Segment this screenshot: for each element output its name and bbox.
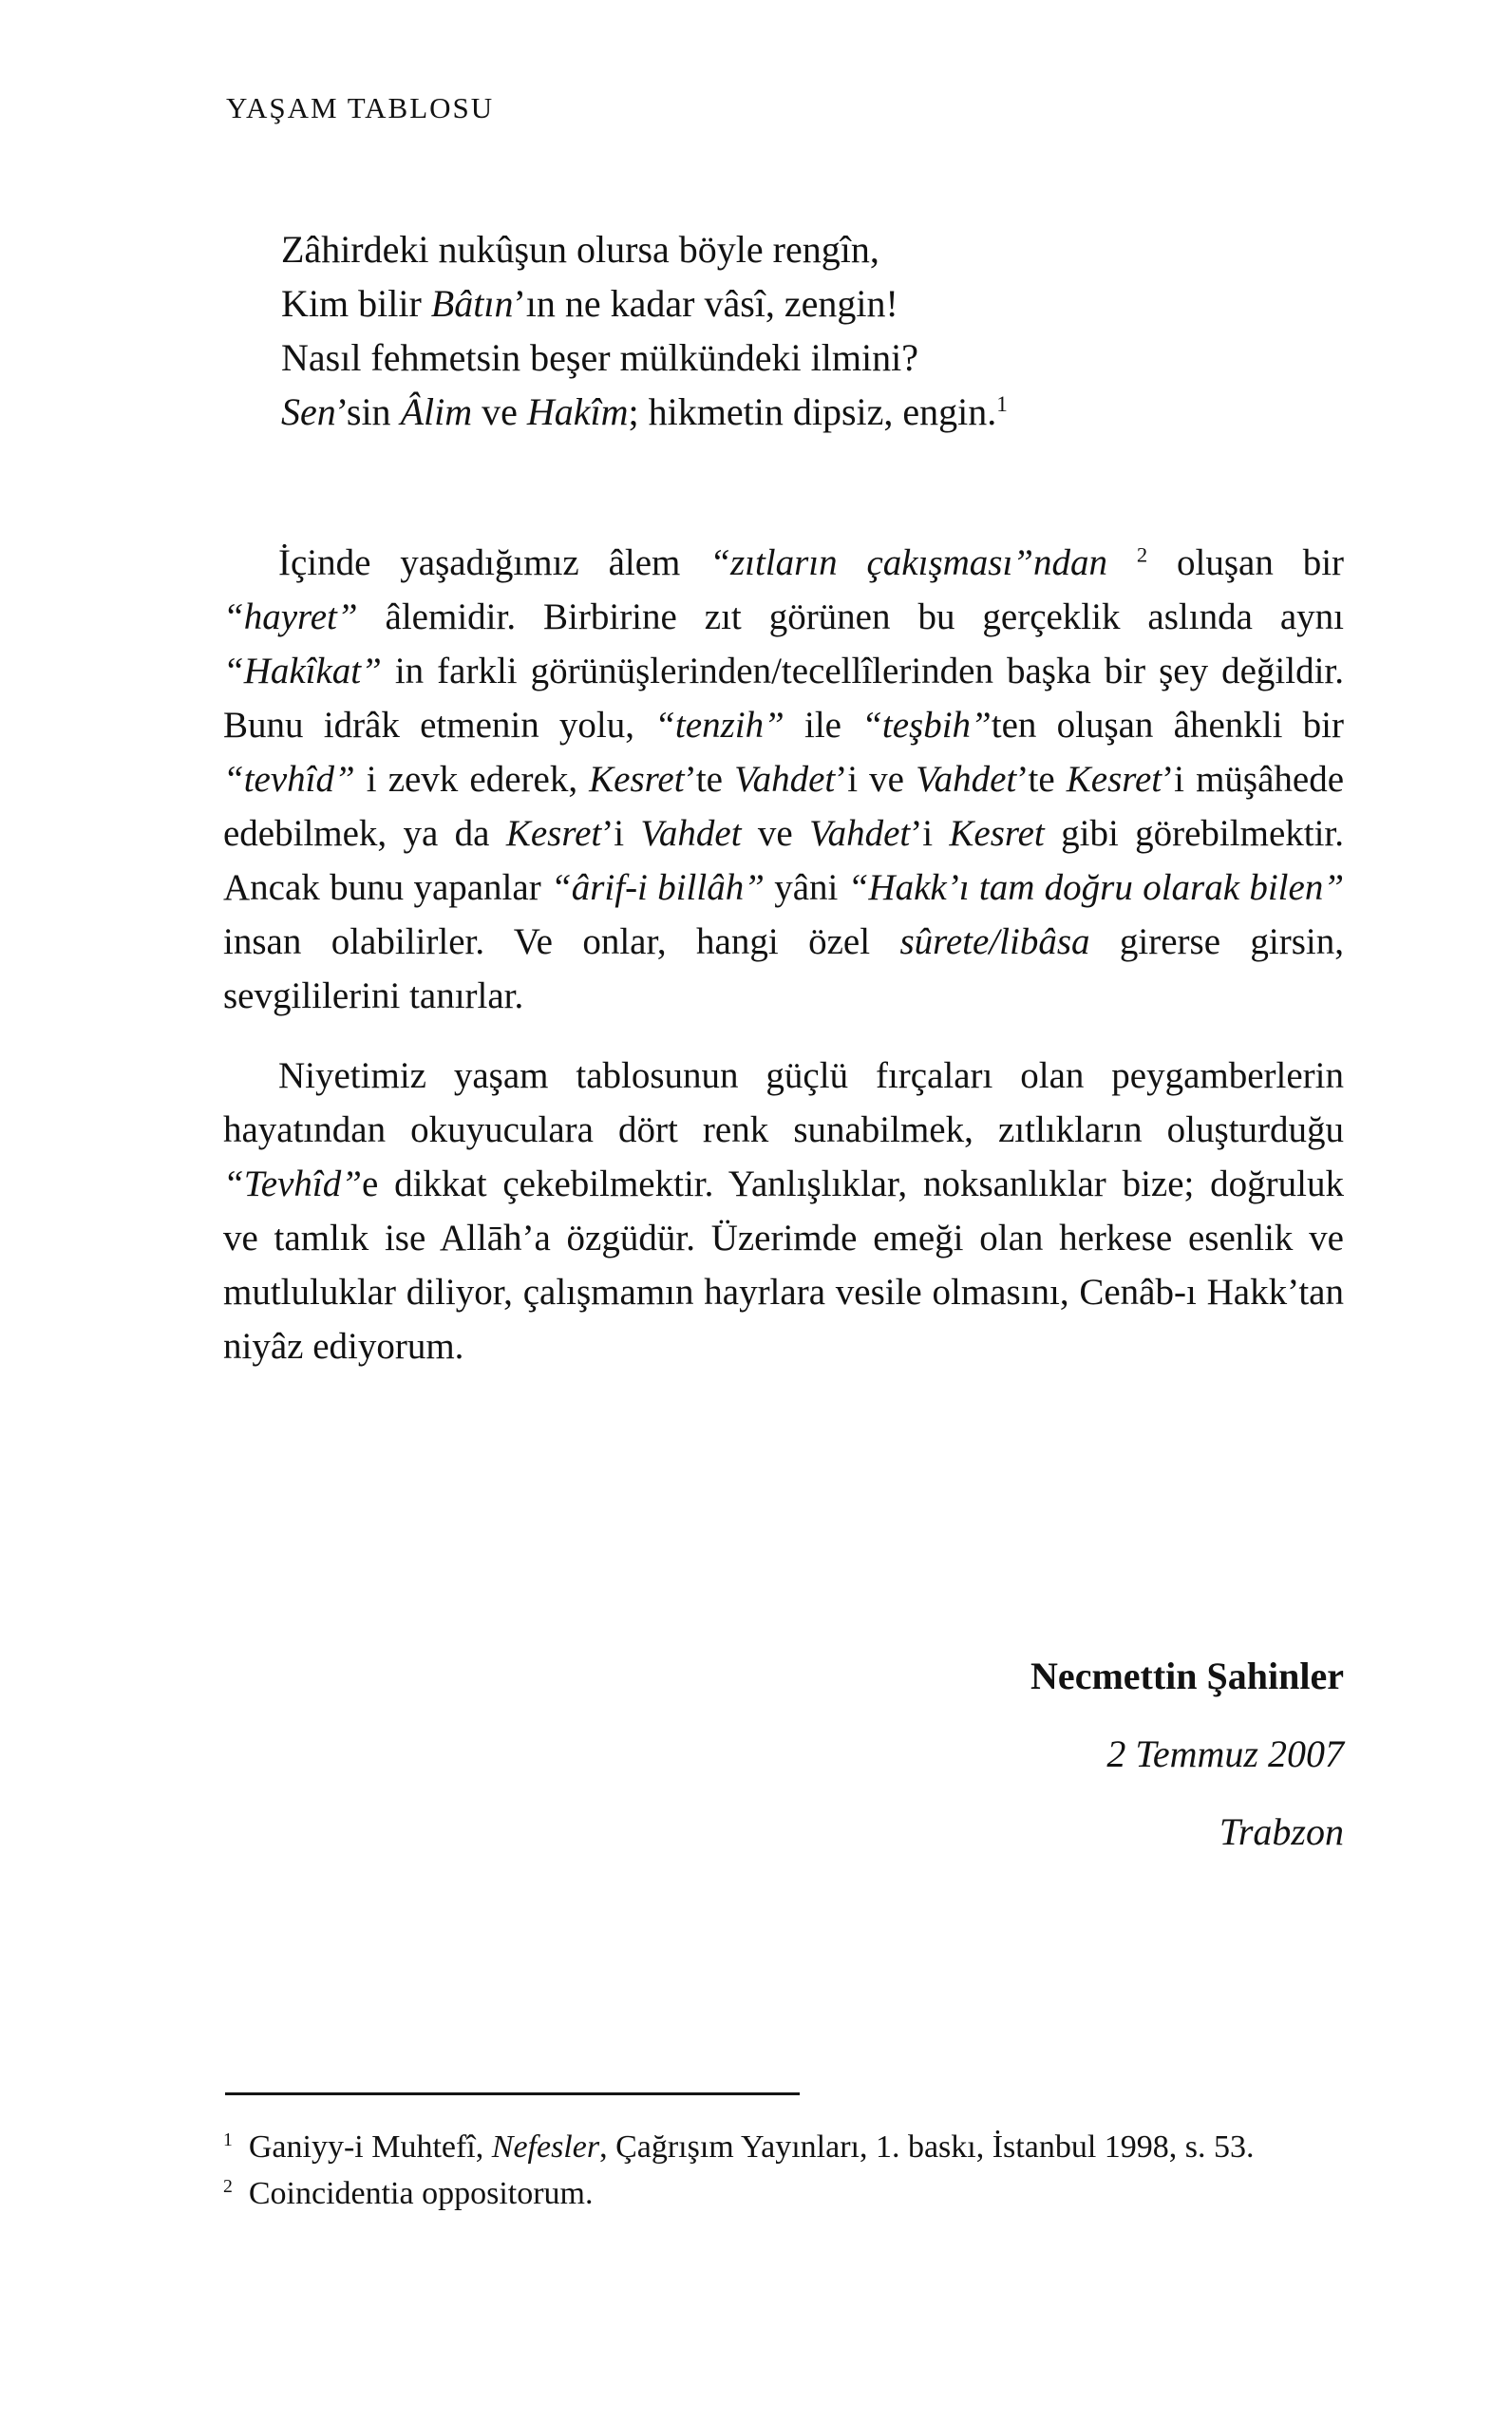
poem-line: Nasıl fehmetsin beşer mülkündeki ilmini?: [281, 336, 918, 379]
signature-date: 2 Temmuz 2007: [1106, 1732, 1344, 1775]
paragraph: Niyetimiz yaşam tablosunun güçlü fırçaları olan peygamberlerin hayatından okuyuculara dört renk sunabilmek, zıtlıkların oluşturduğu “Tevhîd”e dikkat çekebilmektir. Yanlışlıklar, noksanlıklar bize; doğruluk ve tamlık ise Allāh’a özgüdür. Üzerimde emeği olan herkese esenlik ve mutluluklar diliyor, çalışmamın hayrlara vesile olmasını, Cenâb-ı Hakk’tan niyâz ediyorum.: [223, 1055, 1344, 1367]
footnote-separator-rule: [225, 2092, 800, 2095]
footnote: $^2$ Coincidentia oppositorum.: [223, 2176, 594, 2211]
signature-author-name: Necmettin Şahinler: [1030, 1655, 1344, 1697]
paragraph: İçinde yaşadığımız âlem “zıtların çakışması”ndan $^2$ oluşan bir “hayret” âlemidir. Birbirine zıt görünen bu gerçeklik aslında aynı “Hakîkat” in farkli görünüşlerinden/tecellîlerinden başka bir şey değildir. Bunu idrâk etmenin yolu, “tenzih” ile “teşbih”ten oluşan âhenkli bir “tevhîd” i zevk ederek, Kesret’te Vahdet’i ve Vahdet’te Kesret’i müşâhede edebilmek, ya da Kesret’i Vahdet ve Vahdet’i Kesret gibi görebilmektir. Ancak bunu yapanlar “ârif-i billâh” yâni “Hakk’ı tam doğru olarak bilen” insan olabilirler. Ve onlar, hangi özel sûrete/libâsa girerse girsin, sevgililerini tanırlar.: [223, 542, 1345, 1016]
footnotes-block: [223, 2124, 1344, 2217]
poem-line: Zâhirdeki nukûşun olursa böyle rengîn,: [281, 228, 879, 271]
signature-place: Trabzon: [1219, 1810, 1344, 1853]
footnote: $^1$ Ganiyy-i Muhtefî, Nefesler, Çağrışım Yayınları, 1. baskı, İstanbul 1998, s. 53.: [223, 2129, 1255, 2165]
body-text: [223, 536, 1344, 1373]
poem-line: Kim bilir Bâtın’ın ne kadar vâsî, zengin!: [281, 282, 898, 325]
poem-line: Sen’sin Âlim ve Hakîm; hikmetin dipsiz, engin.$^1$: [281, 390, 1008, 433]
page-header-title: YAŞAM TABLOSU: [226, 91, 495, 124]
signature-block: [1030, 1637, 1344, 1871]
poem-block: [281, 222, 1008, 439]
